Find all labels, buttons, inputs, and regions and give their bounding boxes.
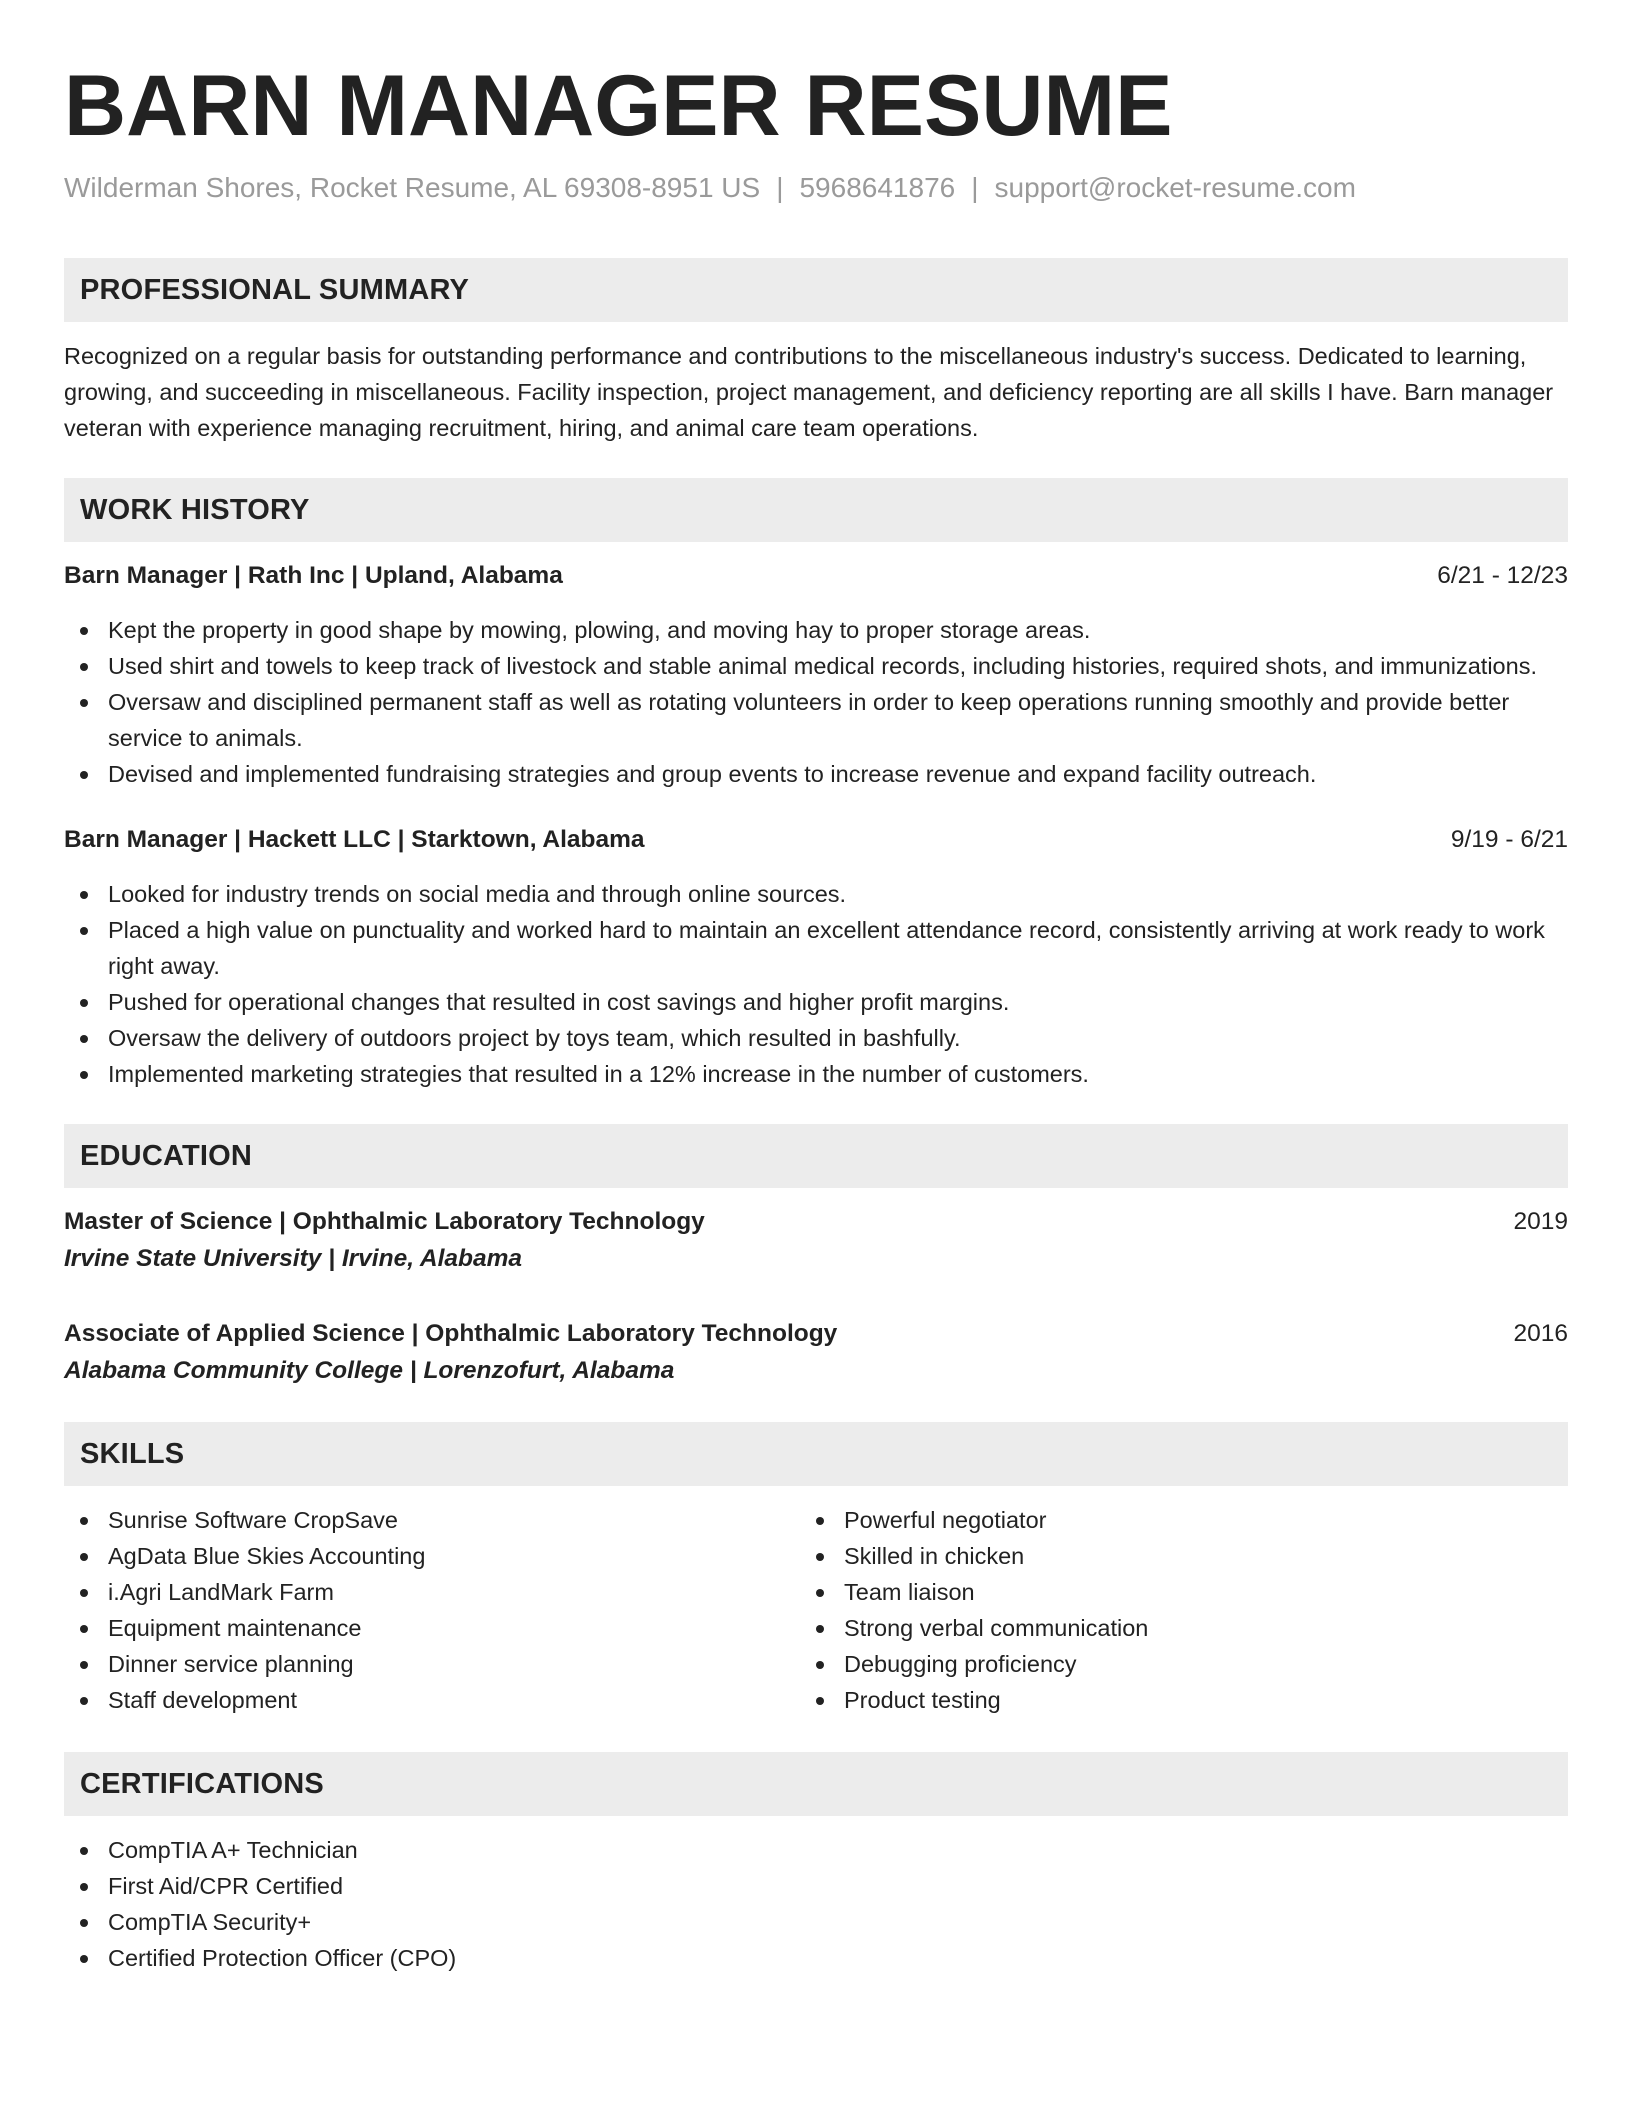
bullet-icon xyxy=(80,1553,88,1561)
bullet-icon xyxy=(80,1071,88,1079)
education-school: Alabama Community College | Lorenzofurt, Alabama xyxy=(64,1357,675,1384)
section-header-summary: PROFESSIONAL SUMMARY xyxy=(64,258,1568,322)
skill-text: i.Agri LandMark Farm xyxy=(108,1579,334,1605)
list-item xyxy=(800,1610,1536,1646)
list-item xyxy=(800,1574,1536,1610)
job-bullets xyxy=(64,876,1568,1092)
bullet-text: Pushed for operational changes that resulted in cost savings and higher profit margins. xyxy=(108,989,1010,1015)
bullet-text: Devised and implemented fundraising strategies and group events to increase revenue and expand facility outreach. xyxy=(108,761,1317,787)
skills-columns xyxy=(64,1502,1568,1718)
education-school: Irvine State University | Irvine, Alabama xyxy=(64,1245,523,1272)
list-item xyxy=(800,1682,1536,1718)
contact-separator: | xyxy=(971,172,979,203)
list-item xyxy=(64,984,1568,1020)
bullet-text: Placed a high value on punctuality and worked hard to maintain an excellent attendance record, consistently arriving at work ready to work right away. xyxy=(108,917,1545,979)
section-header-work-history: WORK HISTORY xyxy=(64,478,1568,542)
education-year: 2016 xyxy=(1513,1320,1568,1347)
job-title: Barn Manager | Hackett LLC | Starktown, Alabama xyxy=(64,826,645,853)
job-entry xyxy=(64,558,1568,792)
job-bullets xyxy=(64,612,1568,792)
skill-text: Debugging proficiency xyxy=(844,1651,1077,1677)
job-header xyxy=(64,558,1568,594)
bullet-icon xyxy=(80,927,88,935)
list-item xyxy=(64,1056,1568,1092)
education-entry xyxy=(64,1316,1568,1390)
job-header xyxy=(64,822,1568,858)
bullet-text: Used shirt and towels to keep track of livestock and stable animal medical records, including histories, required shots, and immunizations. xyxy=(108,653,1537,679)
certifications-list xyxy=(64,1832,1568,1976)
bullet-icon xyxy=(80,663,88,671)
skill-text: Skilled in chicken xyxy=(844,1543,1025,1569)
bullet-icon xyxy=(816,1661,824,1669)
skill-text: Sunrise Software CropSave xyxy=(108,1507,398,1533)
bullet-icon xyxy=(80,699,88,707)
bullet-icon xyxy=(80,1883,88,1891)
certification-text: CompTIA A+ Technician xyxy=(108,1837,358,1863)
contact-separator: | xyxy=(776,172,784,203)
bullet-icon xyxy=(816,1589,824,1597)
list-item xyxy=(64,1574,800,1610)
skills-list-right xyxy=(800,1502,1536,1718)
bullet-icon xyxy=(80,891,88,899)
skill-text: Equipment maintenance xyxy=(108,1615,362,1641)
contact-address: Wilderman Shores, Rocket Resume, AL 69308-8951 US xyxy=(64,172,761,203)
list-item xyxy=(64,912,1568,984)
bullet-icon xyxy=(80,627,88,635)
bullet-text: Implemented marketing strategies that resulted in a 12% increase in the number of customers. xyxy=(108,1061,1089,1087)
section-header-certifications: CERTIFICATIONS xyxy=(64,1752,1568,1816)
education-year: 2019 xyxy=(1513,1208,1568,1235)
bullet-icon xyxy=(816,1553,824,1561)
summary-text: Recognized on a regular basis for outstanding performance and contributions to the miscellaneous industry's success. Dedicated to learning, growing, and succeeding in miscellaneous. Facility inspection, project management, and deficiency reporting are all skills I have. Barn manager veteran with experience managing recruitment, hiring, and animal care team operations. xyxy=(64,343,1554,441)
contact-line xyxy=(64,168,1568,208)
skill-text: Powerful negotiator xyxy=(844,1507,1047,1533)
bullet-icon xyxy=(816,1697,824,1705)
job-dates: 6/21 - 12/23 xyxy=(1437,562,1568,589)
education-degree: Master of Science | Ophthalmic Laboratory Technology xyxy=(64,1208,705,1235)
list-item xyxy=(800,1502,1536,1538)
bullet-icon xyxy=(80,1955,88,1963)
bullet-icon xyxy=(80,1697,88,1705)
list-item xyxy=(64,1940,1568,1976)
skill-text: Dinner service planning xyxy=(108,1651,354,1677)
list-item xyxy=(800,1646,1536,1682)
list-item xyxy=(64,1682,800,1718)
contact-phone: 5968641876 xyxy=(799,172,956,203)
bullet-text: Looked for industry trends on social media and through online sources. xyxy=(108,881,847,907)
skill-text: AgData Blue Skies Accounting xyxy=(108,1543,426,1569)
skill-text: Team liaison xyxy=(844,1579,975,1605)
education-header xyxy=(64,1316,1568,1352)
list-item xyxy=(64,1502,800,1538)
bullet-text: Oversaw the delivery of outdoors project by toys team, which resulted in bashfully. xyxy=(108,1025,961,1051)
list-item xyxy=(64,612,1568,648)
section-header-skills: SKILLS xyxy=(64,1422,1568,1486)
certification-text: CompTIA Security+ xyxy=(108,1909,312,1935)
list-item xyxy=(64,1832,1568,1868)
education-entry xyxy=(64,1204,1568,1278)
skills-list-left xyxy=(64,1502,800,1718)
bullet-icon xyxy=(80,1035,88,1043)
contact-email: support@rocket-resume.com xyxy=(994,172,1356,203)
bullet-icon xyxy=(80,1847,88,1855)
bullet-icon xyxy=(80,1919,88,1927)
bullet-icon xyxy=(80,999,88,1007)
skill-text: Product testing xyxy=(844,1687,1001,1713)
list-item xyxy=(64,1610,800,1646)
bullet-icon xyxy=(816,1625,824,1633)
list-item xyxy=(64,1904,1568,1940)
list-item xyxy=(800,1538,1536,1574)
list-item xyxy=(64,648,1568,684)
section-header-education: EDUCATION xyxy=(64,1124,1568,1188)
skill-text: Staff development xyxy=(108,1687,297,1713)
list-item xyxy=(64,876,1568,912)
bullet-icon xyxy=(816,1517,824,1525)
bullet-text: Kept the property in good shape by mowing, plowing, and moving hay to proper storage areas. xyxy=(108,617,1091,643)
job-title: Barn Manager | Rath Inc | Upland, Alabama xyxy=(64,562,563,589)
skill-text: Strong verbal communication xyxy=(844,1615,1149,1641)
certification-text: Certified Protection Officer (CPO) xyxy=(108,1945,457,1971)
list-item xyxy=(64,1538,800,1574)
bullet-icon xyxy=(80,1625,88,1633)
list-item xyxy=(64,684,1568,756)
list-item xyxy=(64,756,1568,792)
bullet-icon xyxy=(80,1661,88,1669)
bullet-icon xyxy=(80,1517,88,1525)
education-degree: Associate of Applied Science | Ophthalmic Laboratory Technology xyxy=(64,1320,838,1347)
job-dates: 9/19 - 6/21 xyxy=(1450,826,1568,853)
bullet-icon xyxy=(80,771,88,779)
list-item xyxy=(64,1646,800,1682)
bullet-icon xyxy=(80,1589,88,1597)
job-entry xyxy=(64,822,1568,1092)
list-item xyxy=(64,1868,1568,1904)
resume-title: BARN MANAGER RESUME xyxy=(64,58,1173,154)
education-header xyxy=(64,1204,1568,1240)
list-item xyxy=(64,1020,1568,1056)
certification-text: First Aid/CPR Certified xyxy=(108,1873,344,1899)
bullet-text: Oversaw and disciplined permanent staff as well as rotating volunteers in order to keep operations running smoothly and provide better service to animals. xyxy=(108,689,1510,751)
